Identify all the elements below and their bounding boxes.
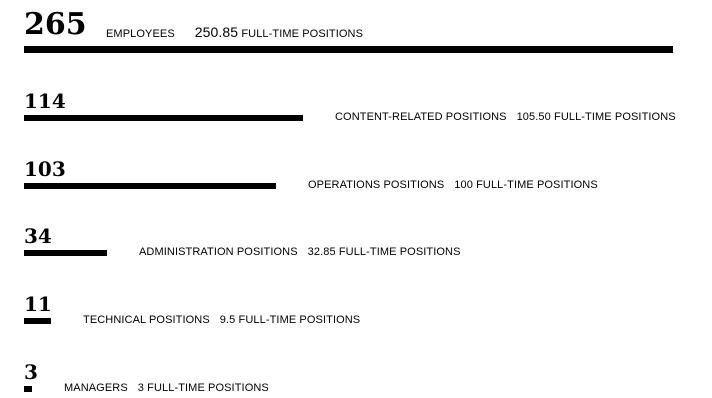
category-label: [139, 247, 461, 258]
category-bar: [24, 386, 32, 392]
total-fte-value: 250.85: [194, 24, 239, 40]
category-bar: [24, 183, 276, 189]
total-unit-label: EMPLOYEES: [106, 28, 175, 40]
category-fte: 105.50 FULL-TIME POSITIONS: [516, 111, 676, 123]
total-bar: [24, 46, 673, 53]
category-label: [64, 383, 269, 394]
category-label: [335, 112, 676, 123]
category-name: OPERATIONS POSITIONS: [308, 179, 445, 191]
category-bar: [24, 250, 107, 256]
category-name: TECHNICAL POSITIONS: [83, 314, 210, 326]
category-value: 11: [24, 292, 52, 316]
category-fte: 3 FULL-TIME POSITIONS: [137, 382, 269, 394]
category-label: [308, 180, 598, 191]
category-fte: 32.85 FULL-TIME POSITIONS: [307, 246, 461, 258]
category-name: ADMINISTRATION POSITIONS: [139, 246, 298, 258]
category-bar: [24, 318, 51, 324]
total-label: [106, 25, 363, 40]
category-fte: 100 FULL-TIME POSITIONS: [454, 179, 598, 191]
category-value: 3: [24, 360, 38, 384]
total-fte-label: FULL-TIME POSITIONS: [238, 28, 364, 40]
category-name: CONTENT-RELATED POSITIONS: [335, 111, 507, 123]
category-name: MANAGERS: [64, 382, 128, 394]
category-fte: 9.5 FULL-TIME POSITIONS: [219, 314, 361, 326]
category-value: 114: [24, 89, 66, 113]
category-label: [83, 315, 360, 326]
category-bar: [24, 115, 303, 121]
category-value: 34: [24, 224, 52, 248]
total-value: 265: [24, 7, 87, 42]
category-value: 103: [24, 157, 66, 181]
